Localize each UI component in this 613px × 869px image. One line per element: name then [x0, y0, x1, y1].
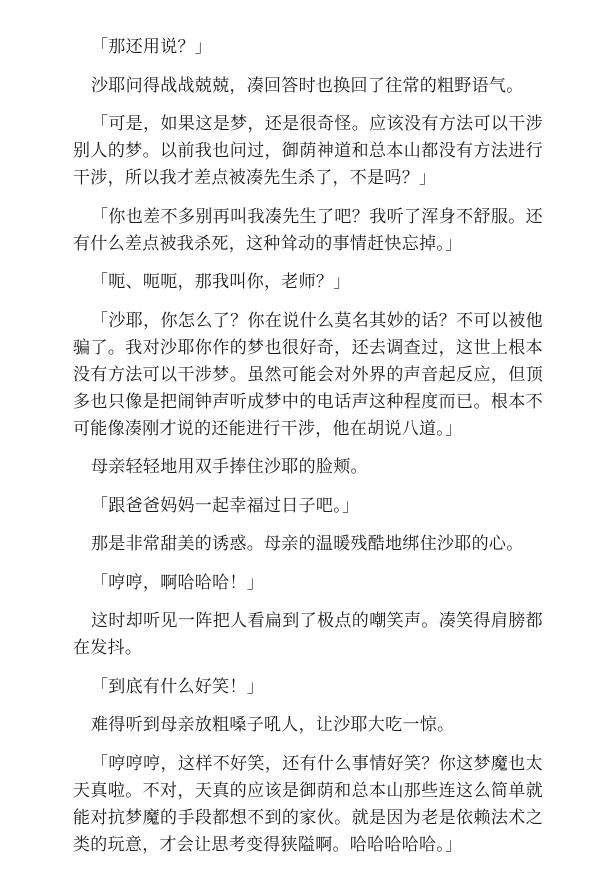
paragraph: 那是非常甜美的诱惑。母亲的温暖残酷地绑住沙耶的心。: [91, 534, 524, 555]
paragraph: 「沙耶，你怎么了？你在说什么莫名其妙的话？不可以被他骗了。我对沙耶你作的梦也很好奇，还去调查过，这世上根本没有方法可以干涉梦。虽然可能会对外界的声音起反应，但顶多也只像是把闹钟声听成梦中的电话声这种程度而已。根本不可能像凑刚才说的还能进行干涉，他在胡说八道。」: [73, 310, 543, 439]
paragraph: 「那还用说？」: [91, 37, 213, 57]
paragraph: 「呃、呃呃，那我叫你，老师？」: [91, 272, 351, 293]
paragraph: 「到底有什么好笑！」: [91, 676, 264, 697]
paragraph: 「哼哼哼，这样不好笑，还有什么事情好笑？你这梦魔也太天真啦。不对，天真的应该是御荫和总本山那些连这么简单就能对抗梦魔的手段都想不到的家伙。就是因为老是依赖法术之类的玩意，才会让思考变得狭隘啊。哈哈哈哈哈。」: [73, 754, 543, 855]
paragraph: 难得听到母亲放粗嗓子吼人，让沙耶大吃一惊。: [91, 715, 455, 736]
paragraph: 「可是，如果这是梦，还是很奇怪。应该没有方法可以干涉别人的梦。以前我也问过，御荫神道和总本山都没有方法进行干涉，所以我才差点被凑先生杀了，不是吗？」: [73, 114, 543, 189]
paragraph: 母亲轻轻地用双手捧住沙耶的脸颊。: [91, 457, 368, 478]
paragraph: 「你也差不多别再叫我凑先生了吧？我听了浑身不舒服。还有什么差点被我杀死，这种耸动的事情赶快忘掉。」: [73, 206, 543, 254]
paragraph: 「哼哼，啊哈哈哈！」: [91, 572, 264, 593]
paragraph: 这时却听见一阵把人看扁到了极点的嘲笑声。凑笑得肩膀都在发抖。: [73, 611, 543, 659]
paragraph: 沙耶问得战战兢兢，凑回答时也换回了往常的粗野语气。: [91, 75, 524, 96]
paragraph: 「跟爸爸妈妈一起幸福过日子吧。」: [91, 495, 360, 516]
